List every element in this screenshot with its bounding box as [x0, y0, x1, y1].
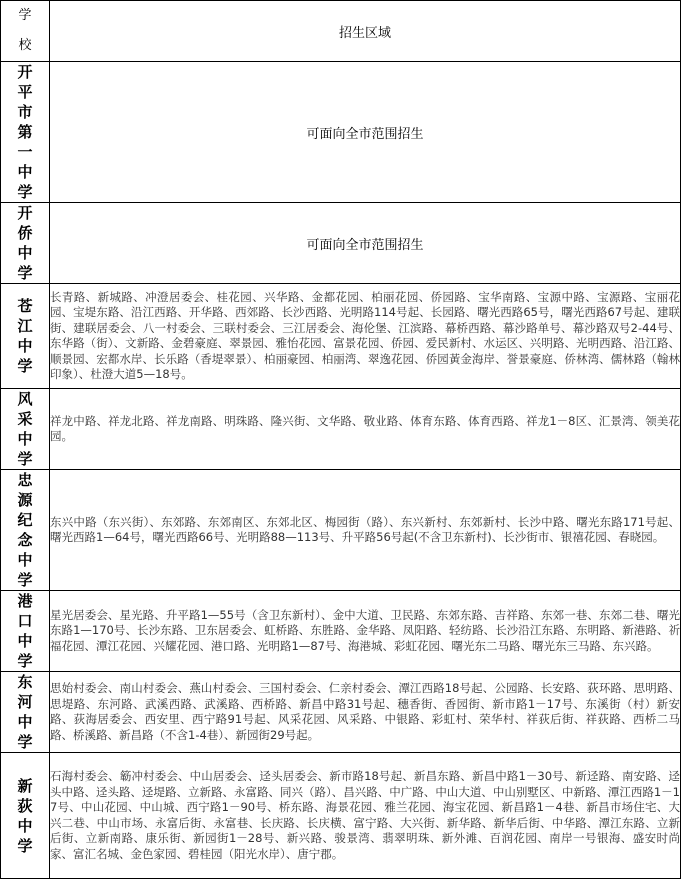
school-cell	[1, 591, 50, 672]
header-school	[1, 1, 50, 62]
school-name: 苍江中学	[17, 297, 33, 375]
school-name: 新荻中学	[17, 776, 33, 855]
area-cell: 东兴中路（东兴街）、东郊路、东郊南区、东郊北区、梅园街（路）、东兴新村、东郊新村、长沙中路、曙光东路171号起、曙光西路1—64号，曙光西路66号、光明路88—113号、升平路56号起(不含卫东新村)、长沙街市、银禧花园、春晓园。	[50, 470, 681, 591]
school-cell	[1, 672, 50, 753]
area-cell: 星光居委会、星光路、升平路1—55号（含卫东新村）、金中大道、卫民路、东郊东路、吉祥路、东郊一巷、东郊二巷、曙光东路1—170号、长沙东路、卫东居委会、虹桥路、东胜路、金华路、凤阳路、轻纺路、长沙沿江东路、东明路、新港路、祈福花园、潭江花园、兴耀花园、港口路、光明路1—87号、海港城、彩虹花园、曙光东二马路、曙光东三马路、东兴路。	[50, 591, 681, 672]
school-name: 开侨中学	[17, 204, 33, 282]
school-name: 开平市第一中学	[17, 63, 33, 201]
table-row	[1, 203, 681, 284]
table-row	[1, 62, 681, 203]
school-cell	[1, 389, 50, 470]
table-row	[1, 389, 681, 470]
table-row	[1, 672, 681, 753]
school-cell	[1, 753, 50, 879]
header-school-label: 学校	[18, 8, 32, 53]
table-header-row	[1, 1, 681, 62]
school-name: 风采中学	[17, 390, 33, 468]
table-row	[1, 753, 681, 879]
school-name: 忠源纪念中学	[17, 471, 33, 589]
area-cell: 长青路、新城路、冲澄居委会、桂花园、兴华路、金都花园、柏丽花园、侨园路、宝华南路、宝源中路、宝源路、宝丽花园、宝堤东路、沿江西路、开华路、西郊路、长沙西路、光明路114号起、长园路、曙光西路65号，曙光西路67号起、建联街、建联居委会、八一村委会、三联村委会、三江居委会、海伦堡、江滨路、幕桥西路、幕沙路单号、幕沙路双号2-44号、东华路（街）、文新路、金碧豪庭、翠景园、雅怡花园、富景花园、侨园、爱民新村、水运区、兴明路、光明西路、沿江路、顺景园、宏都水岸、长乐路（香堤翠景）、柏丽豪园、柏丽湾、翠逸花园、侨园黃金海岸、誉景豪庭、侨林湾、儒林路（翰林印象）、杜澄大道5—18号。	[50, 284, 681, 389]
area-cell: 石海村委会、簕冲村委会、中山居委会、迳头居委会、新市路18号起、新昌东路、新昌中路1－30号、新迳路、南安路、迳头中路、迳头路、迳堤路、立新路、永富路、同兴（路）、昌兴路、中广路、中山大道、中山别墅区、中新路、潭江西路1－17号、中山花园、中山城、西宁路1－90号、桥东路、海景花园、雅兰花园、海宝花园、新昌路1－4巷、新昌市场住宅、大兴二巷、中山市场、永富后街、永富巷、长庆路、长庆横、富宁路、大兴街、新华路、新华后街、中华路、潭江东路、立新后街、立新南路、康乐街、新园街1－28号、新兴路、骏景湾、翡翠明珠、新外滩、百润花园、南岸一号银海、盛安时尚家、富汇名城、金色家园、碧桂园（阳光水岸）、唐宁郡。	[50, 753, 681, 879]
header-area: 招生区域	[50, 1, 681, 62]
school-cell	[1, 284, 50, 389]
table-row	[1, 470, 681, 591]
area-cell: 思始村委会、南山村委会、燕山村委会、三国村委会、仁亲村委会、潭江西路18号起、公园路、长安路、荻环路、思明路、思堤路、东河路、武溪西路、武溪路、西桥路、新昌中路31号起、穗香街、香园街、新市路1－17号、东溪街（村）新安路、荻海居委会、西安里、西宁路91号起、风采花园、风采路、中银路、彩虹村、荣华村、祥荻后街、祥荻路、西桥二马路、桥溪路、新昌路（不含1-4巷）、新园街29号起。	[50, 672, 681, 753]
school-cell	[1, 203, 50, 284]
area-cell: 祥龙中路、祥龙北路、祥龙南路、明珠路、隆兴街、文华路、敬业路、体育东路、体育西路、祥龙1－8区、汇景湾、领美花园。	[50, 389, 681, 470]
table-row	[1, 284, 681, 389]
school-name: 港口中学	[17, 592, 33, 670]
school-cell	[1, 470, 50, 591]
school-cell	[1, 62, 50, 203]
area-cell: 可面向全市范围招生	[50, 203, 681, 284]
table-row	[1, 591, 681, 672]
area-cell: 可面向全市范围招生	[50, 62, 681, 203]
school-name: 东河中学	[17, 673, 33, 751]
